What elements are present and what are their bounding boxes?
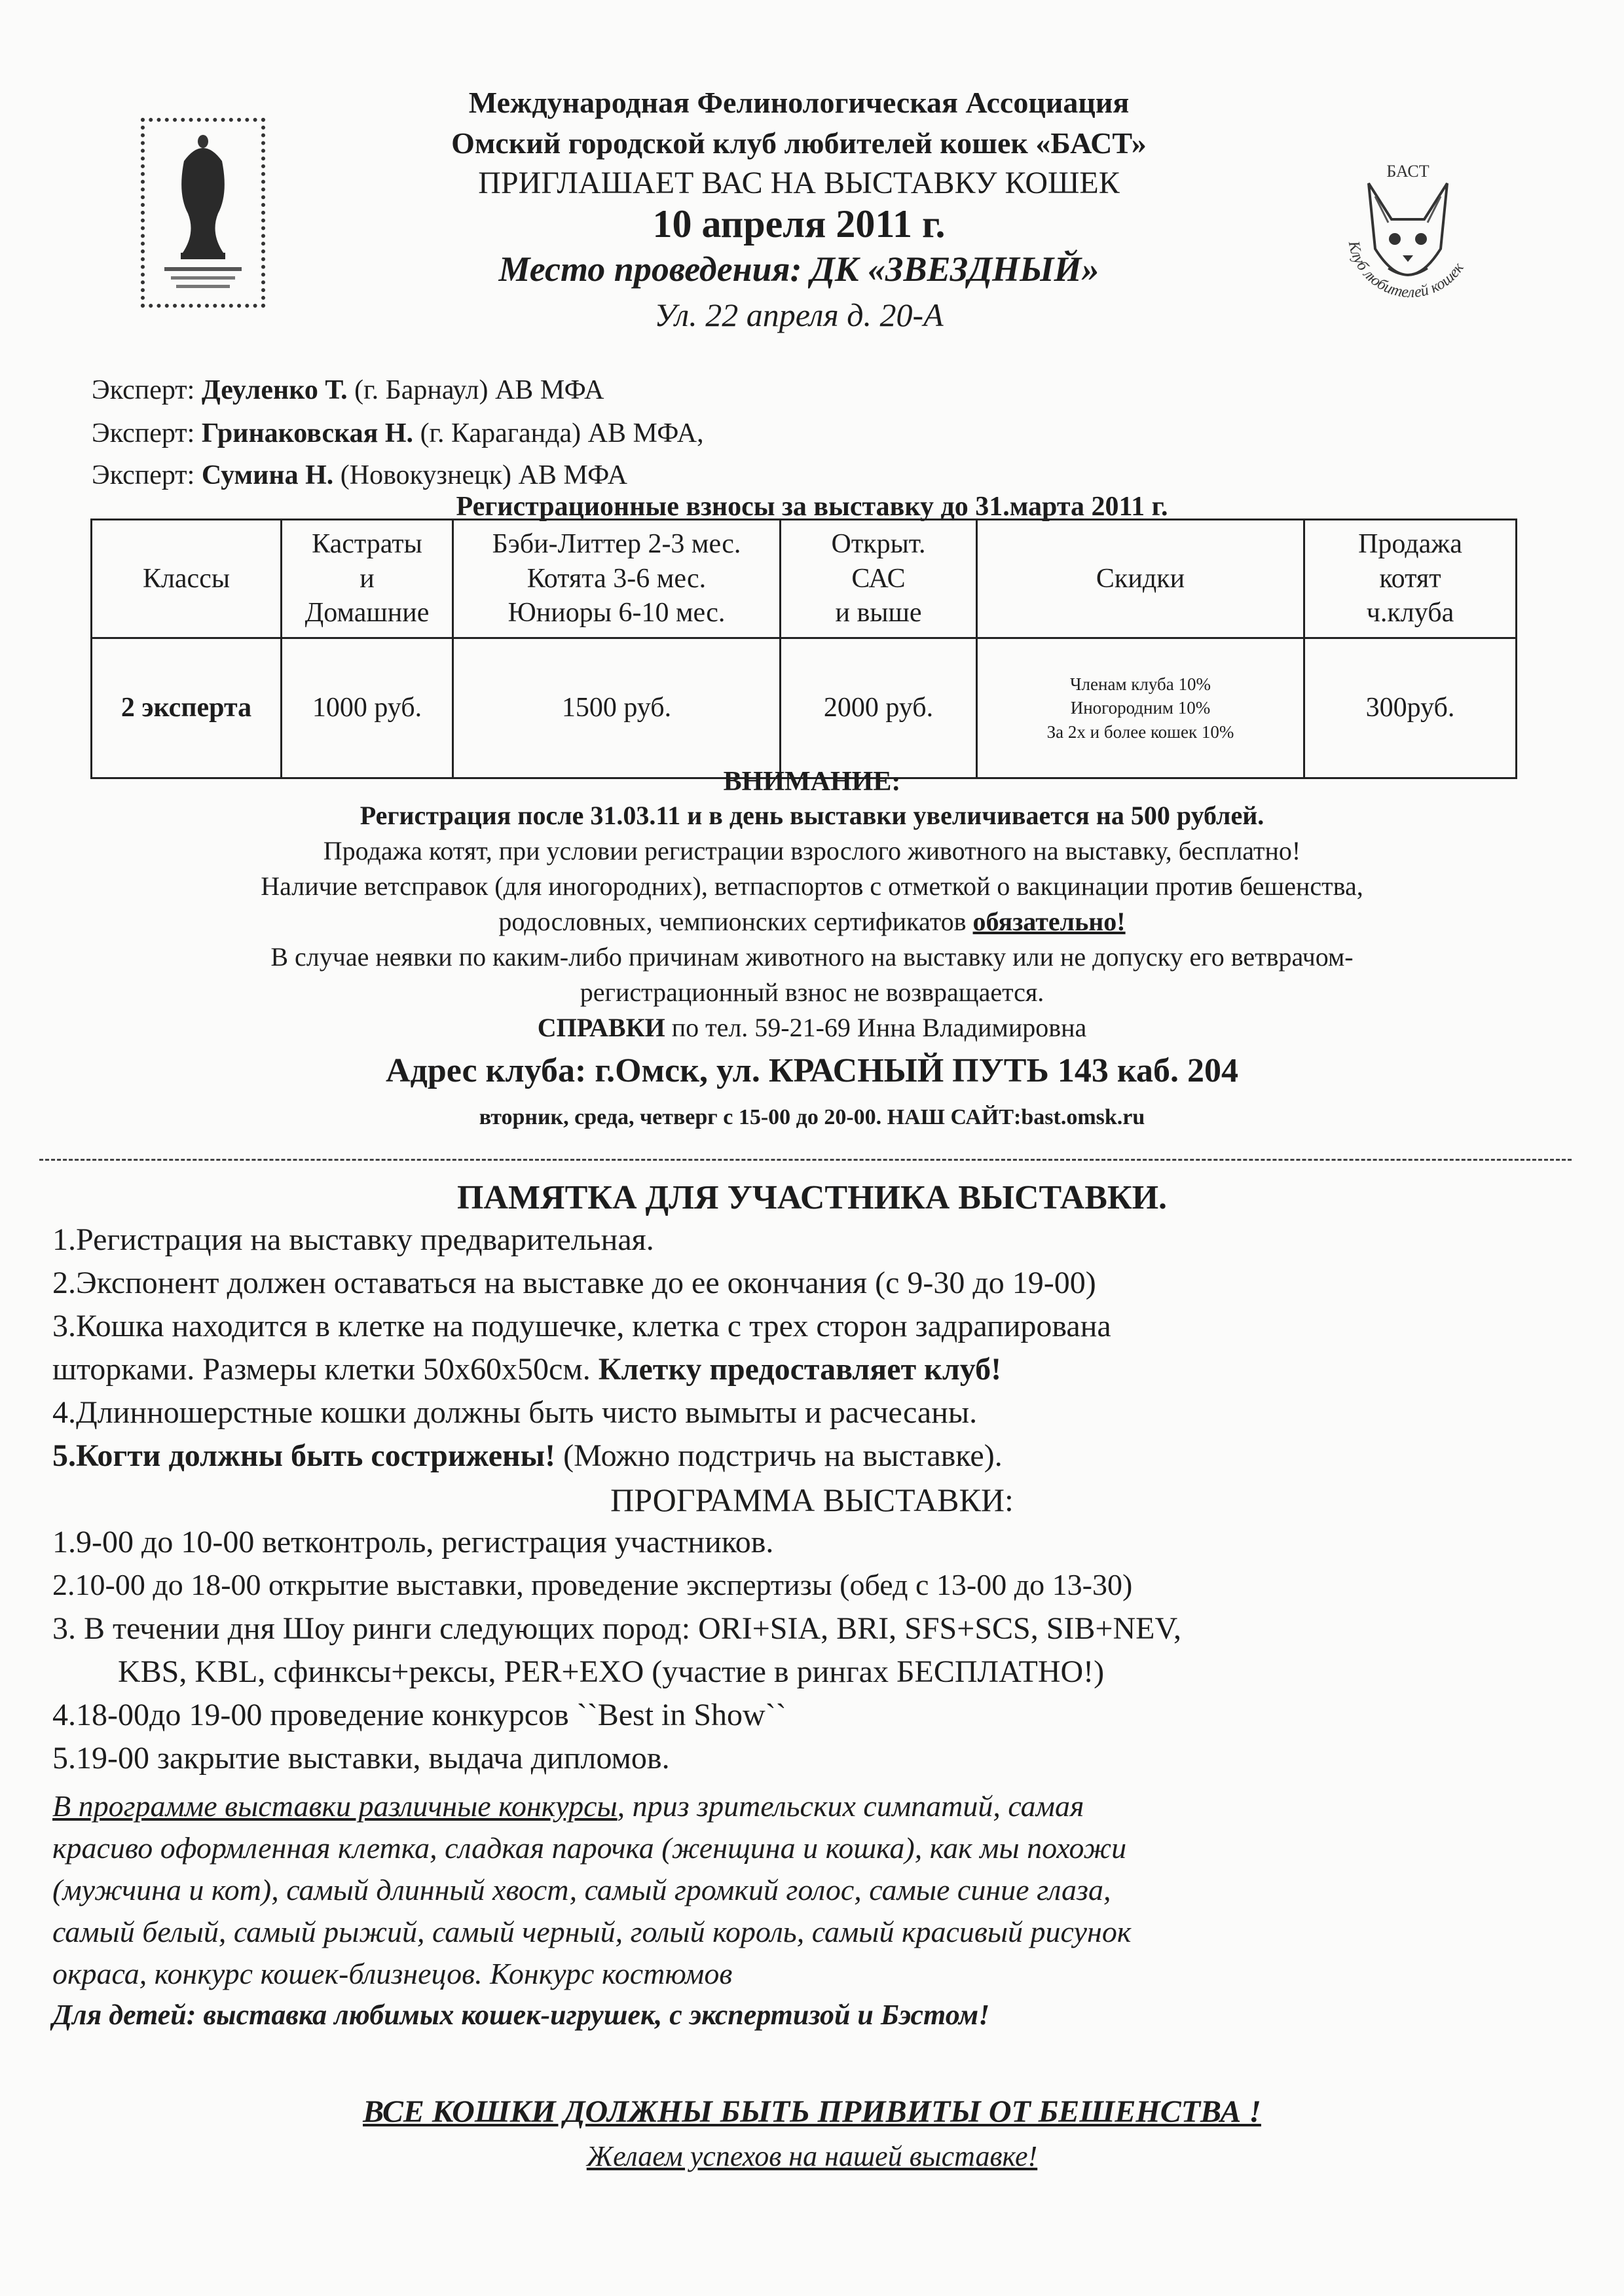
show-date: 10 апреля 2011 г.	[652, 202, 946, 246]
contests-lead: В программе выставки различные конкурсы	[52, 1789, 618, 1823]
program-item-4: 4.18-00до 19-00 проведение конкурсов ``Best in Show``	[52, 1698, 786, 1732]
header-classes: Классы	[92, 520, 282, 638]
info-phone: по тел. 59-21-69 Инна Владимировна	[665, 1013, 1087, 1042]
good-luck-wish: Желаем успехов на нашей выставке!	[586, 2140, 1038, 2172]
invitation-line: ПРИГЛАШАЕТ ВАС НА ВЫСТАВКУ КОШЕК	[478, 166, 1120, 200]
info-label: СПРАВКИ	[537, 1013, 665, 1042]
expert-details: (Новокузнецк) АВ МФА	[333, 460, 628, 490]
info-line	[65, 1012, 1559, 1043]
memo-item-1: 1.Регистрация на выставку предварительная.	[52, 1222, 654, 1257]
expert-2	[92, 418, 704, 449]
memo-text: шторками. Размеры клетки 50х60х50см.	[52, 1352, 599, 1387]
memo-emphasis: Клетку предоставляет клуб!	[598, 1352, 1002, 1387]
table-row	[92, 638, 1517, 778]
header-discounts: Скидки	[977, 520, 1304, 638]
header-kitten-sale: Продажа котят ч.клуба	[1304, 520, 1517, 638]
logo-top-text: БАСТ	[1386, 162, 1430, 181]
memo-item-4: 4.Длинношерстные кошки должны быть чисто вымыты и расчесаны.	[52, 1395, 978, 1430]
expert-details: (г. Барнаул) АВ МФА	[347, 375, 604, 405]
price-neuters: 1000 руб.	[282, 638, 453, 778]
club-hours: вторник, среда, четверг с 15-00 до 20-00. НАШ САЙТ:bast.omsk.ru	[479, 1105, 1145, 1129]
contests-line-1	[52, 1789, 1084, 1823]
mfa-emblem-icon	[141, 118, 265, 308]
program-item-2: 2.10-00 до 18-00 открытие выставки, проведение экспертизы (обед с 13-00 до 13-30)	[52, 1568, 1133, 1601]
attention-line-4	[65, 906, 1559, 937]
association-name: Международная Фелинологическая Ассоциация	[468, 86, 1130, 119]
kids-line: Для детей: выставка любимых кошек-игрушек, с экспертизой и Бэстом!	[52, 1999, 990, 2031]
memo-item-3: 3.Кошка находится в клетке на подушечке, клетка с трех сторон задрапирована	[52, 1309, 1111, 1343]
program-item-3b: KBS, KBL, сфинксы+рексы, PER+EXO (участие в рингах БЕСПЛАТНО!)	[118, 1654, 1105, 1689]
price-open: 2000 руб.	[781, 638, 977, 778]
divider	[39, 1159, 1572, 1161]
expert-name: Деуленко Т.	[201, 375, 348, 405]
price-kitten-sale: 300руб.	[1304, 638, 1517, 778]
discount-list: Членам клуба 10% Иногородним 10% За 2х и более кошек 10%	[977, 638, 1304, 778]
program-title: ПРОГРАММА ВЫСТАВКИ:	[610, 1482, 1014, 1518]
attention-line-2: Продажа котят, при условии регистрации взрослого животного на выставку, бесплатно!	[323, 836, 1301, 866]
expert-name: Гринаковская Н.	[201, 418, 414, 448]
memo-title: ПАМЯТКА ДЛЯ УЧАСТНИКА ВЫСТАВКИ.	[456, 1179, 1168, 1216]
expert-details: (г. Караганда) АВ МФА,	[413, 418, 704, 448]
contests-line-5: окраса, конкурс кошек-близнецов. Конкурс костюмов	[52, 1957, 733, 1990]
expert-prefix: Эксперт:	[92, 418, 202, 448]
memo-item-3b	[52, 1351, 1001, 1387]
expert-1	[92, 374, 604, 406]
svg-text:Клуб любителей кошек	[1345, 239, 1468, 301]
fees-table	[90, 519, 1517, 779]
memo-item-5	[52, 1438, 1003, 1474]
club-address: Адрес клуба: г.Омск, ул. КРАСНЫЙ ПУТЬ 143 каб. 204	[385, 1052, 1238, 1089]
contests-line-2: красиво оформленная клетка, сладкая парочка (женщина и кошка), как мы похожи	[52, 1831, 1127, 1865]
table-header-row	[92, 520, 1517, 638]
memo-item-2: 2.Экспонент должен оставаться на выставке до ее окончания (с 9-30 до 19-00)	[52, 1266, 1096, 1300]
program-item-1: 1.9-00 до 10-00 ветконтроль, регистрация участников.	[52, 1525, 774, 1559]
header-neuters: Кастраты и Домашние	[282, 520, 453, 638]
club-name: Омский городской клуб любителей кошек «БАСТ»	[451, 126, 1147, 160]
expert-prefix: Эксперт:	[92, 375, 202, 405]
attention-text: родословных, чемпионских сертификатов	[498, 907, 973, 936]
show-venue: Место проведения: ДК «ЗВЕЗДНЫЙ»	[498, 249, 1099, 289]
header-baby: Бэби-Литтер 2-3 мес. Котята 3-6 мес. Юниоры 6-10 мес.	[453, 520, 781, 638]
mandatory-word: обязательно!	[972, 907, 1126, 936]
fees-title: Регистрационные взносы за выставку до 31.марта 2011 г.	[456, 492, 1168, 522]
header-open: Открыт. САС и выше	[781, 520, 977, 638]
show-street: Ул. 22 апреля д. 20-А	[654, 297, 944, 333]
attention-line-3: Наличие ветсправок (для иногородних), ветпаспортов с отметкой о вакцинации против бешенства,	[261, 871, 1363, 901]
logo-arc-text: Клуб любителей кошек	[1344, 240, 1467, 301]
expert-prefix: Эксперт:	[92, 460, 202, 490]
attention-line-6: регистрационный взнос не возвращается.	[580, 977, 1044, 1007]
program-item-3: 3. В течении дня Шоу ринги следующих пород: ORI+SIA, BRI, SFS+SCS, SIB+NEV,	[52, 1611, 1181, 1646]
memo-emphasis: 5.Когти должны быть сострижены!	[52, 1438, 556, 1473]
memo-text: (Можно подстричь на выставке).	[555, 1438, 1003, 1473]
expert-name: Сумина Н.	[201, 460, 334, 490]
attention-line-1: Регистрация после 31.03.11 и в день выставки увеличивается на 500 рублей.	[360, 801, 1264, 830]
row-label: 2 эксперта	[92, 638, 282, 778]
attention-line-5: В случае неявки по каким-либо причинам животного на выставку или не допуску его ветврачом-	[270, 942, 1354, 972]
contests-text: , приз зрительских симпатий, самая	[617, 1789, 1084, 1823]
attention-title: ВНИМАНИЕ:	[723, 767, 901, 797]
price-baby: 1500 руб.	[453, 638, 781, 778]
contests-line-4: самый белый, самый рыжий, самый черный, голый король, самый красивый рисунок	[52, 1915, 1132, 1948]
program-item-5: 5.19-00 закрытие выставки, выдача дипломов.	[52, 1741, 670, 1776]
cat-head-logo-icon	[1323, 157, 1493, 334]
vaccination-warning: ВСЕ КОШКИ ДОЛЖНЫ БЫТЬ ПРИВИТЫ ОТ БЕШЕНСТВА !	[363, 2094, 1261, 2129]
contests-line-3: (мужчина и кот), самый длинный хвост, самый громкий голос, самые синие глаза,	[52, 1873, 1111, 1906]
expert-3	[92, 460, 627, 491]
